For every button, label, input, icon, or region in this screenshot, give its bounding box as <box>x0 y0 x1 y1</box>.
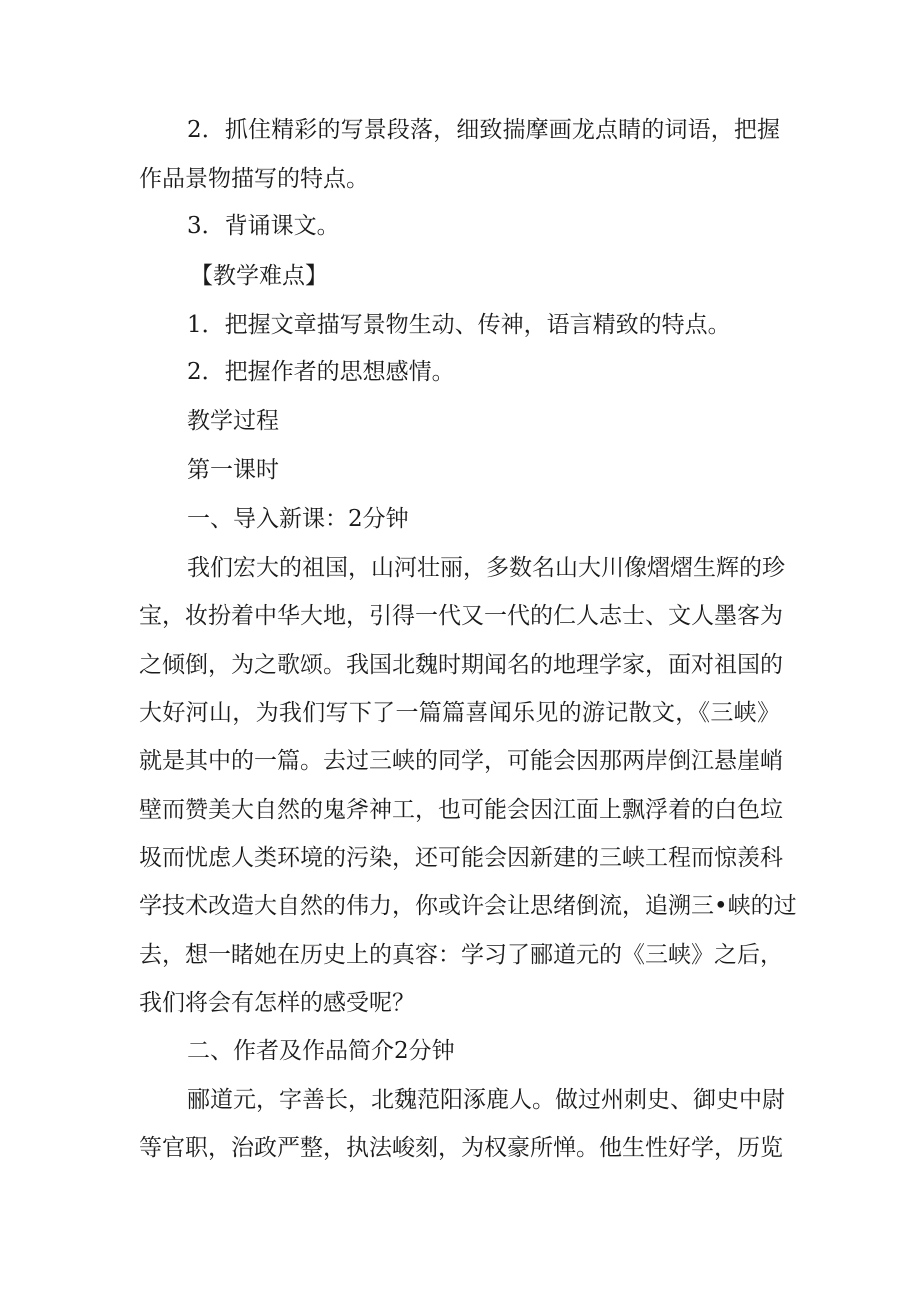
difficulty-item-2: 2．把握作者的思想感情。 <box>187 359 455 385</box>
section-1-line-8: 学技术改造大自然的伟力，你或许会让思绪倒流，追溯三•峡的过 <box>139 893 797 919</box>
section-1-line-3: 之倾倒，为之歌颂。我国北魏时期闻名的地理学家，面对祖国的 <box>139 652 783 678</box>
section-1-line-7: 圾而忧虑人类环境的污染，还可能会因新建的三峡工程而惊羡科 <box>139 845 783 871</box>
objective-item-2-line-1: 2．抓住精彩的写景段落，细致揣摩画龙点睛的词语，把握 <box>187 117 780 143</box>
section-2-line-1: 郦道元，字善长，北魏范阳涿鹿人。做过州刺史、御史中尉 <box>187 1087 785 1113</box>
section-2-heading: 二、作者及作品简介2分钟 <box>187 1038 455 1064</box>
difficulty-item-1: 1．把握文章描写景物生动、传神，语言精致的特点。 <box>187 312 731 338</box>
section-1-line-2: 宝，妆扮着中华大地，引得一代又一代的仁人志士、文人墨客为 <box>139 603 783 629</box>
section-1-line-6: 壁而赞美大自然的鬼斧神工，也可能会因江面上飘浮着的白色垃 <box>139 797 783 823</box>
objective-item-2-line-2: 作品景物描写的特点。 <box>139 166 369 192</box>
objective-item-3: 3．背诵课文。 <box>187 213 340 239</box>
lesson-heading: 第一课时 <box>187 457 279 483</box>
section-1-line-5: 就是其中的一篇。去过三峡的同学，可能会因那两岸倒江悬崖峭 <box>139 748 783 774</box>
section-1-line-4: 大好河山，为我们写下了一篇篇喜闻乐见的游记散文，《三峡》 <box>139 700 780 726</box>
process-heading: 教学过程 <box>187 408 279 434</box>
section-1-line-10: 我们将会有怎样的感受呢？ <box>139 990 415 1016</box>
difficulties-heading: 【教学难点】 <box>190 263 328 289</box>
section-1-heading: 一、导入新课：2分钟 <box>187 506 409 532</box>
section-2-line-2: 等官职，治政严整，执法峻刻，为权豪所惮。他生性好学，历览 <box>139 1135 783 1161</box>
section-1-line-1: 我们宏大的祖国，山河壮丽，多数名山大川像熠熠生辉的珍 <box>187 555 785 581</box>
section-1-line-9: 去，想一睹她在历史上的真容：学习了郦道元的《三峡》之后， <box>139 942 783 968</box>
